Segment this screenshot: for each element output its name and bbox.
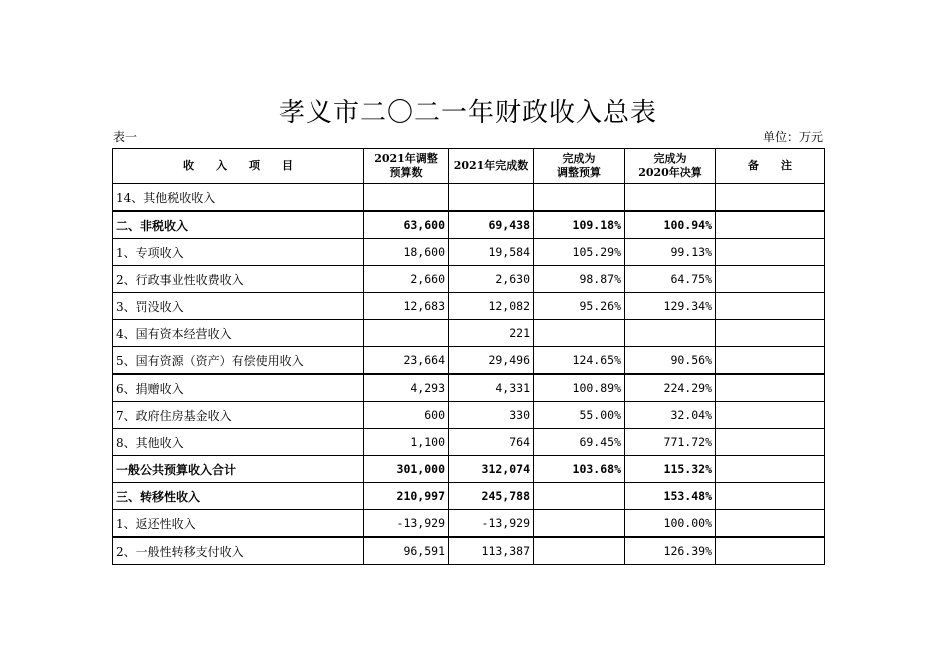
table-row xyxy=(113,456,825,483)
row-pct-budget-cell: 103.68% xyxy=(534,456,625,483)
row-pct-prev-cell: 126.39% xyxy=(625,537,716,565)
row-actual-cell: 221 xyxy=(449,320,534,347)
header-pct-budget xyxy=(534,149,625,184)
header-note: 备 注 xyxy=(716,149,825,184)
header-budget-line1: 2021年调整 xyxy=(374,152,438,165)
header-pct-prev-line1: 完成为 xyxy=(653,152,687,165)
row-budget-cell: -13,929 xyxy=(364,510,449,538)
row-note-cell xyxy=(716,320,825,347)
row-pct-budget-cell: 105.29% xyxy=(534,239,625,266)
row-name-cell: 14、其他税收收入 xyxy=(113,184,364,212)
row-note-cell xyxy=(716,293,825,320)
table-row xyxy=(113,429,825,456)
row-pct-prev-cell: 115.32% xyxy=(625,456,716,483)
row-pct-budget-cell: 109.18% xyxy=(534,211,625,239)
row-actual-cell: 12,082 xyxy=(449,293,534,320)
row-name-cell: 1、专项收入 xyxy=(113,239,364,266)
row-pct-prev-cell: 129.34% xyxy=(625,293,716,320)
table-row xyxy=(113,239,825,266)
row-actual-cell: 764 xyxy=(449,429,534,456)
row-note-cell xyxy=(716,211,825,239)
header-budget xyxy=(364,149,449,184)
revenue-table xyxy=(112,148,825,565)
header-pct-budget-line1: 完成为 xyxy=(562,152,596,165)
row-actual-cell: 29,496 xyxy=(449,347,534,375)
row-name-cell: 一般公共预算收入合计 xyxy=(113,456,364,483)
table-row xyxy=(113,293,825,320)
row-pct-budget-cell xyxy=(534,483,625,510)
row-note-cell xyxy=(716,374,825,402)
row-actual-cell: -13,929 xyxy=(449,510,534,538)
row-pct-budget-cell: 98.87% xyxy=(534,266,625,293)
row-pct-prev-cell: 153.48% xyxy=(625,483,716,510)
row-budget-cell: 63,600 xyxy=(364,211,449,239)
page-title: 孝义市二〇二一年财政收入总表 xyxy=(278,98,657,128)
header-item: 收 入 项 目 xyxy=(113,149,364,184)
row-budget-cell xyxy=(364,320,449,347)
row-actual-cell: 19,584 xyxy=(449,239,534,266)
row-name-cell: 3、罚没收入 xyxy=(113,293,364,320)
row-budget-cell: 18,600 xyxy=(364,239,449,266)
row-budget-cell: 600 xyxy=(364,402,449,429)
row-pct-prev-cell: 100.94% xyxy=(625,211,716,239)
row-note-cell xyxy=(716,483,825,510)
row-actual-cell: 330 xyxy=(449,402,534,429)
row-budget-cell: 301,000 xyxy=(364,456,449,483)
row-pct-budget-cell: 124.65% xyxy=(534,347,625,375)
table-row xyxy=(113,347,825,375)
row-name-cell: 2、一般性转移支付收入 xyxy=(113,537,364,565)
row-actual-cell xyxy=(449,184,534,212)
row-pct-budget-cell xyxy=(534,320,625,347)
row-pct-prev-cell: 771.72% xyxy=(625,429,716,456)
row-pct-budget-cell: 95.26% xyxy=(534,293,625,320)
row-pct-prev-cell xyxy=(625,320,716,347)
header-row xyxy=(113,149,825,184)
table-row xyxy=(113,320,825,347)
row-name-cell: 1、返还性收入 xyxy=(113,510,364,538)
row-budget-cell: 96,591 xyxy=(364,537,449,565)
row-budget-cell: 23,664 xyxy=(364,347,449,375)
row-name-cell: 7、政府住房基金收入 xyxy=(113,402,364,429)
row-pct-prev-cell: 64.75% xyxy=(625,266,716,293)
row-name-cell: 2、行政事业性收费收入 xyxy=(113,266,364,293)
row-name-cell: 三、转移性收入 xyxy=(113,483,364,510)
table-row xyxy=(113,537,825,565)
row-note-cell xyxy=(716,347,825,375)
row-actual-cell: 312,074 xyxy=(449,456,534,483)
table-row xyxy=(113,510,825,538)
row-budget-cell: 4,293 xyxy=(364,374,449,402)
row-budget-cell xyxy=(364,184,449,212)
row-pct-budget-cell xyxy=(534,537,625,565)
row-pct-budget-cell: 100.89% xyxy=(534,374,625,402)
row-pct-budget-cell xyxy=(534,510,625,538)
row-budget-cell: 210,997 xyxy=(364,483,449,510)
row-note-cell xyxy=(716,537,825,565)
row-budget-cell: 2,660 xyxy=(364,266,449,293)
header-pct-prev xyxy=(625,149,716,184)
row-note-cell xyxy=(716,456,825,483)
row-budget-cell: 12,683 xyxy=(364,293,449,320)
table-row xyxy=(113,211,825,239)
row-note-cell xyxy=(716,266,825,293)
row-actual-cell: 4,331 xyxy=(449,374,534,402)
row-name-cell: 8、其他收入 xyxy=(113,429,364,456)
row-pct-prev-cell: 224.29% xyxy=(625,374,716,402)
row-pct-prev-cell xyxy=(625,184,716,212)
row-pct-budget-cell: 55.00% xyxy=(534,402,625,429)
table-row xyxy=(113,483,825,510)
row-note-cell xyxy=(716,510,825,538)
row-note-cell xyxy=(716,184,825,212)
row-actual-cell: 69,438 xyxy=(449,211,534,239)
row-actual-cell: 245,788 xyxy=(449,483,534,510)
row-name-cell: 6、捐赠收入 xyxy=(113,374,364,402)
row-note-cell xyxy=(716,402,825,429)
row-name-cell: 4、国有资本经营收入 xyxy=(113,320,364,347)
table-label: 表一 xyxy=(113,130,138,144)
table-body xyxy=(113,184,825,565)
row-name-cell: 二、非税收入 xyxy=(113,211,364,239)
unit-label: 单位：万元 xyxy=(762,130,823,144)
row-actual-cell: 113,387 xyxy=(449,537,534,565)
row-name-cell: 5、国有资源（资产）有偿使用收入 xyxy=(113,347,364,375)
row-note-cell xyxy=(716,429,825,456)
table-row xyxy=(113,402,825,429)
header-pct-prev-line2: 2020年决算 xyxy=(638,166,702,179)
row-pct-prev-cell: 90.56% xyxy=(625,347,716,375)
table-row xyxy=(113,184,825,212)
table-row xyxy=(113,266,825,293)
header-budget-line2: 预算数 xyxy=(389,166,423,179)
row-pct-budget-cell: 69.45% xyxy=(534,429,625,456)
row-note-cell xyxy=(716,239,825,266)
row-pct-prev-cell: 100.00% xyxy=(625,510,716,538)
row-budget-cell: 1,100 xyxy=(364,429,449,456)
row-pct-prev-cell: 32.04% xyxy=(625,402,716,429)
row-pct-prev-cell: 99.13% xyxy=(625,239,716,266)
table-row xyxy=(113,374,825,402)
header-pct-budget-line2: 调整预算 xyxy=(557,166,601,179)
row-pct-budget-cell xyxy=(534,184,625,212)
header-actual: 2021年完成数 xyxy=(449,149,534,184)
row-actual-cell: 2,630 xyxy=(449,266,534,293)
